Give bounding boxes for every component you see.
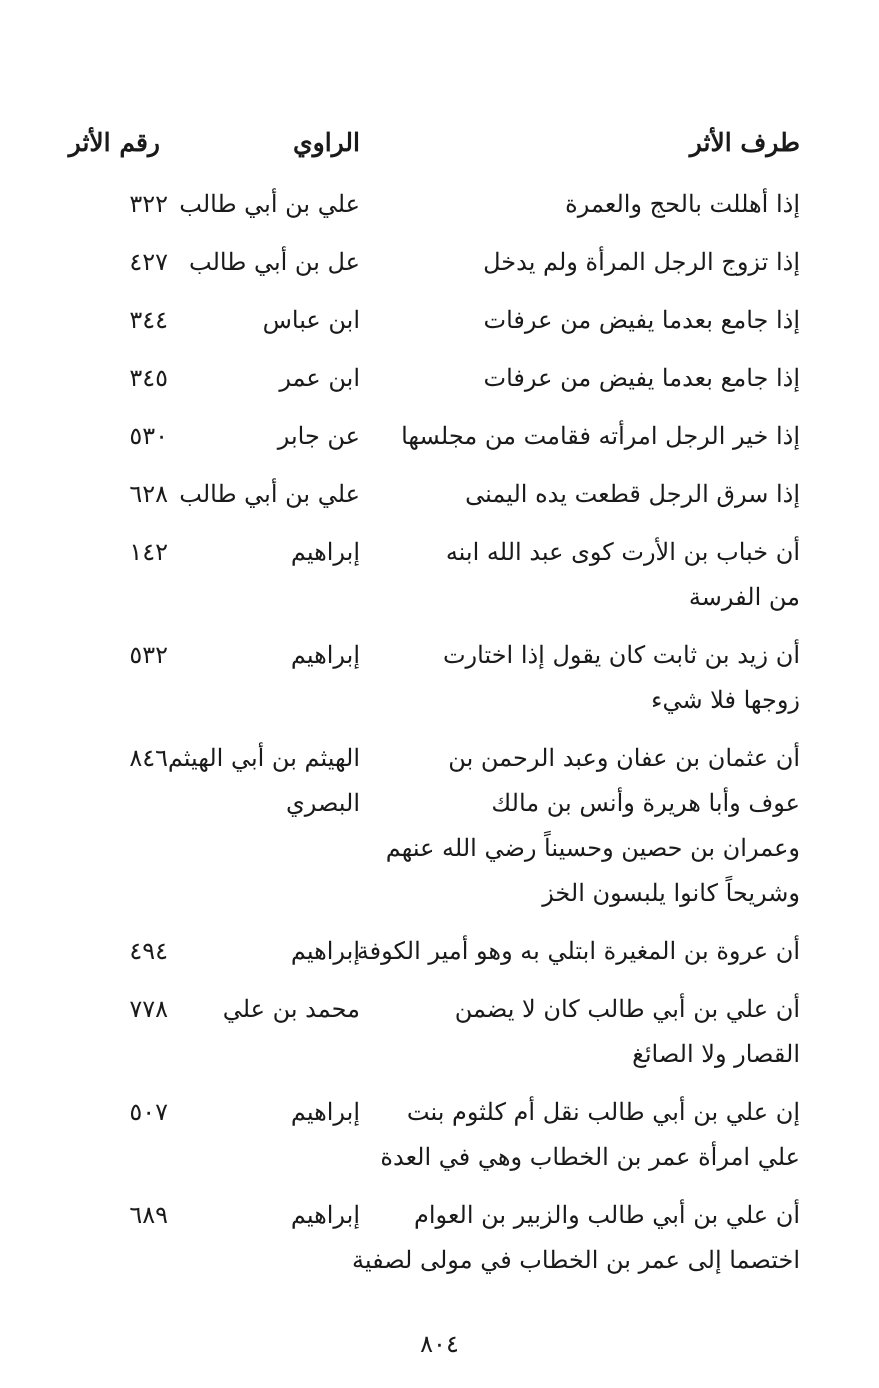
row-text-line: إذا جامع بعدما يفيض من عرفات (483, 306, 800, 334)
row-text (380, 182, 800, 227)
row-text-line: علي امرأة عمر بن الخطاب وهي في العدة (380, 1143, 800, 1171)
row-narrator-line: إبراهيم (290, 1201, 360, 1229)
row-number: ٥٣٠ (129, 422, 168, 450)
row-narrator (160, 356, 360, 401)
row-text-line: اختصما إلى عمر بن الخطاب في مولى لصفية (351, 1246, 800, 1274)
row-number: ٣٢٢ (129, 190, 168, 218)
row-text-line: أن عثمان بن عفان وعبد الرحمن بن (448, 744, 800, 772)
row-number: ٦٨٩ (129, 1201, 168, 1229)
row-text-line: أن عروة بن المغيرة ابتلي به وهو أمير الكوفة (356, 937, 800, 965)
row-text-line: من الفرسة (688, 583, 800, 611)
row-narrator-line: ابن عمر (279, 364, 360, 392)
row-text-line: إذا خير الرجل امرأته فقامت من مجلسها (401, 422, 800, 450)
row-text-line: أن زيد بن ثابت كان يقول إذا اختارت (442, 641, 800, 669)
row-number: ٥٠٧ (129, 1098, 168, 1126)
row-narrator-line: عل بن أبي طالب (189, 248, 360, 276)
row-number: ٧٧٨ (129, 995, 168, 1023)
row-narrator (160, 530, 360, 575)
row-narrator (160, 929, 360, 974)
row-text-line: إذا جامع بعدما يفيض من عرفات (483, 364, 800, 392)
row-text (380, 240, 800, 285)
row-narrator (160, 472, 360, 517)
row-number: ٤٢٧ (129, 248, 168, 276)
row-number: ١٤٢ (129, 538, 168, 566)
row-text-line: إن علي بن أبي طالب نقل أم كلثوم بنت (406, 1098, 800, 1126)
row-text-line: إذا سرق الرجل قطعت يده اليمنى (465, 480, 800, 508)
row-text (380, 414, 800, 459)
row-narrator-line: إبراهيم (290, 538, 360, 566)
row-narrator (160, 182, 360, 227)
row-text-line: وشريحاً كانوا يلبسون الخز (542, 879, 800, 907)
page-number: ٨٠٤ (420, 1330, 459, 1358)
row-text (380, 987, 800, 1077)
header-narrator-column: الراوي (293, 128, 360, 157)
row-number: ٥٣٢ (129, 641, 168, 669)
row-text-line: أن خباب بن الأرت كوى عبد الله ابنه (445, 538, 800, 566)
row-text (380, 356, 800, 401)
row-number: ٨٤٦ (129, 744, 168, 772)
row-number: ٤٩٤ (129, 937, 168, 965)
row-text (380, 472, 800, 517)
row-number: ٦٢٨ (129, 480, 168, 508)
row-narrator-line: إبراهيم (290, 641, 360, 669)
row-narrator-line: محمد بن علي (222, 995, 360, 1023)
header-number-column: رقم الأثر (68, 128, 160, 157)
row-number: ٣٤٤ (129, 306, 168, 334)
row-text (351, 1193, 800, 1283)
row-narrator (160, 298, 360, 343)
header-text-column: طرف الأثر (689, 128, 800, 157)
row-narrator (160, 414, 360, 459)
row-text (380, 736, 800, 916)
row-text-line: وعمران بن حصين وحسيناً رضي الله عنهم (385, 834, 800, 862)
row-number: ٣٤٥ (129, 364, 168, 392)
row-narrator (160, 1193, 360, 1238)
row-narrator-line: إبراهيم (290, 937, 360, 965)
row-text-line: أن علي بن أبي طالب والزبير بن العوام (414, 1201, 800, 1229)
row-narrator (160, 1090, 360, 1135)
row-narrator-line: ابن عباس (262, 306, 360, 334)
row-text-line: زوجها فلا شيء (651, 686, 800, 714)
row-text-line: أن علي بن أبي طالب كان لا يضمن (454, 995, 800, 1023)
row-narrator (160, 240, 360, 285)
row-text-line: إذا تزوج الرجل المرأة ولم يدخل (483, 248, 800, 276)
row-narrator-line: علي بن أبي طالب (179, 190, 360, 218)
table-header (60, 128, 800, 168)
row-text (380, 298, 800, 343)
row-narrator-line: إبراهيم (290, 1098, 360, 1126)
row-narrator (160, 987, 360, 1032)
row-narrator-line: علي بن أبي طالب (179, 480, 360, 508)
row-text-line: القصار ولا الصائغ (632, 1040, 800, 1068)
row-text-line: عوف وأبا هريرة وأنس بن مالك (491, 789, 800, 817)
row-narrator (160, 736, 360, 826)
row-text (380, 530, 800, 620)
row-text-line: إذا أهللت بالحج والعمرة (565, 190, 800, 218)
row-text (380, 633, 800, 723)
row-narrator-line: عن جابر (277, 422, 360, 450)
row-text (356, 929, 800, 974)
row-narrator (160, 633, 360, 678)
row-narrator-line: البصري (285, 789, 360, 817)
row-text (380, 1090, 800, 1180)
row-narrator-line: الهيثم بن أبي الهيثم (167, 744, 360, 772)
